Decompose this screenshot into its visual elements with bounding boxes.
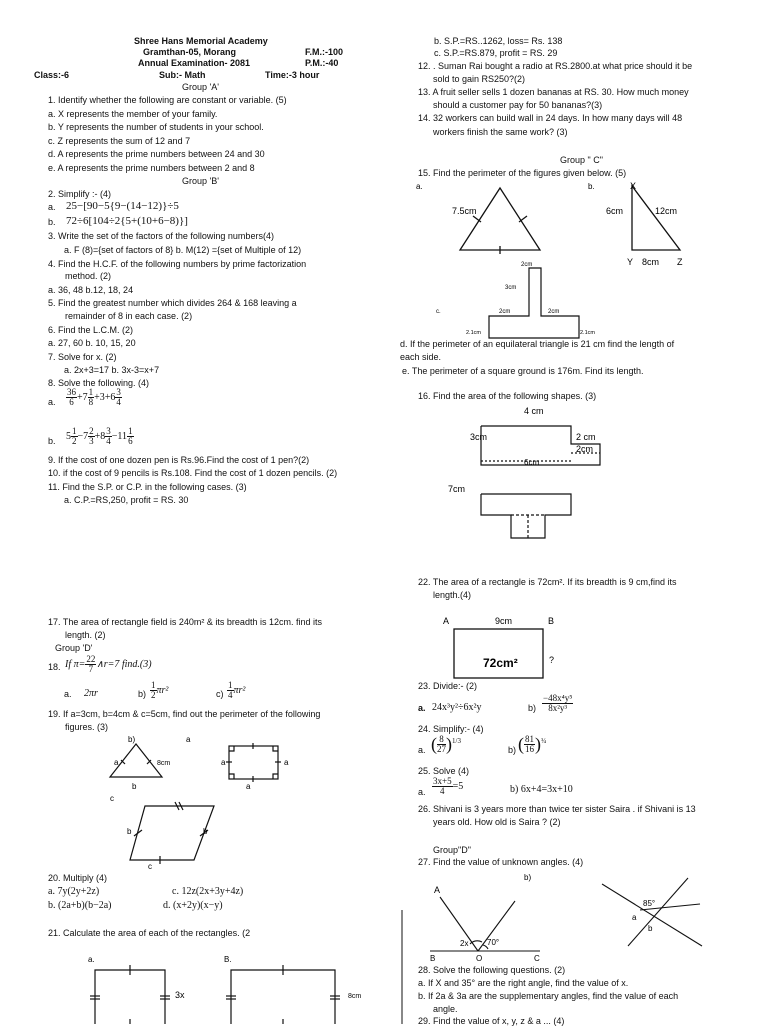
q21-a-label: a. [88,955,95,964]
q19-c-label: c [110,794,114,803]
q28b-cont: angle. [433,1004,458,1014]
q27b-intersecting-lines [602,878,702,946]
q15c-stem: 3cm [505,285,517,291]
q20: 20. Multiply (4) [48,873,108,883]
q11b: b. S.P.=RS..1262, loss= Rs. 138 [434,36,563,46]
q15c-label: c. [436,309,441,315]
q11c: c. S.P.=RS.879, profit = RS. 29 [434,48,558,58]
class-label: Class:-6 [34,70,70,80]
q15b-z: Z [677,257,683,267]
q5: 5. Find the greatest number which divides 264 & 168 leaving a [48,298,297,308]
q19-parallelogram [130,802,214,864]
q15c-right: 2cm [548,309,560,315]
q25a-expr: $\frac{3x+5}{4}$ =5 [433,776,464,796]
q27-70: 70° [487,938,500,947]
q24b-label: b) [508,745,517,755]
q27-C: C [534,954,540,963]
subject-label: Sub:- Math [159,70,206,80]
q22: 22. The area of a rectangle is 72cm². If its breadth is 9 cm,find its [418,577,677,587]
q15d-cont: each side. [400,352,442,362]
q4: 4. Find the H.C.F. of the following numbers by prime factorization [48,259,307,269]
q2: 2. Simplify :- (4) [48,189,112,199]
q19-sq-a-left: a [221,758,226,767]
q15a-label: a. [416,182,423,191]
q19-para-b-right: b [203,827,208,836]
q7-options: a. 2x+3=17 b. 3x-3=x+7 [64,365,160,375]
q27-2x: 2x [460,939,469,948]
q15b-x: X [630,181,637,191]
q8b-expr: 5 $\frac{1}{2}$ −7 $\frac{2}{3}$ +8 $\frac{3}{4}$ −11 $\frac{1}{6}$ [66,426,133,446]
q6-options: a. 27, 60 b. 10, 15, 20 [48,338,136,348]
q15b-triangle [632,186,680,250]
q16-bottom: 6cm [524,458,540,467]
school-name: Shree Hans Memorial Academy [134,36,268,46]
q26-cont: years old. How old is Saira ? (2) [433,817,561,827]
q25a-label: a. [418,787,426,797]
q11: 11. Find the S.P. or C.P. in the following cases. (3) [48,482,247,492]
q12-cont: sold to gain RS250?(2) [433,74,526,84]
q19-cont: figures. (3) [65,722,109,732]
q24: 24. Simplify:- (4) [418,724,484,734]
q27-O: O [476,954,483,963]
q19-para-b-left: b [127,827,132,836]
group-d-heading: Group 'D' [55,643,93,653]
q19-square [226,743,281,782]
q19-sq-a-bottom: a [246,782,251,791]
q19-sq-a-right: a [284,758,289,767]
q17-cont: length. (2) [65,630,106,640]
q15c-end-right: 2.1cm [580,330,595,336]
q4-options: a. 36, 48 b.12, 18, 24 [48,285,134,295]
group-b-heading: Group 'B' [182,176,219,186]
q16-left: 3cm [470,432,488,442]
q8a-label: a. [48,397,56,407]
q22-rect [454,629,543,678]
q23: 23. Divide:- (2) [418,681,478,691]
pass-marks: P.M.:-40 [305,58,339,68]
q15: 15. Find the perimeter of the figures given below. (5) [418,168,627,178]
q1d: d. A represents the prime numbers between 24 and 30 [48,149,265,159]
group-d2-heading: Group"D" [433,845,471,855]
group-c-heading: Group " C" [560,155,603,165]
q2b-expr: 72÷6[104÷2{5+(10+6−8)}] [66,215,188,227]
q19-b-bottom: b [132,782,137,791]
q12: 12. . Suman Rai bought a radio at RS.2800.at what price should it be [418,61,693,71]
q20b: b. (2a+b)(b−2a) [48,900,112,911]
q21-8cm: 8cm [348,993,362,1000]
q15b-y: Y [627,257,634,267]
q16-top: 4 cm [524,406,544,416]
q25: 25. Solve (4) [418,766,470,776]
q27-85: 85° [643,899,656,908]
q23a-label: a. [418,703,426,713]
q28b: b. If 2a & 3a are the supplementary angles, find the value of each [418,991,679,1001]
q27-B: B [430,954,436,963]
q21: 21. Calculate the area of each of the rectangles. (2 [48,928,251,938]
q3: 3. Write the set of the factors of the following numbers(4) [48,231,274,241]
q15b-label: b. [588,182,595,191]
q1: 1. Identify whether the following are constant or variable. (5) [48,95,287,105]
q19-8cm: 8cm [157,760,171,767]
q20c: c. 12z(2x+3y+4z) [172,886,244,897]
q18c-expr: $\frac{1}{4}$ πr² [228,680,246,700]
exam-title: Annual Examination- 2081 [138,58,251,68]
q21-rect-a [90,965,170,1024]
q15a-triangle [460,188,540,254]
q27: 27. Find the value of unknown angles. (4) [418,857,584,867]
q24b-expr: ( $\frac{81}{16}$ )$^{\frac{3}{4}}$ [518,734,547,755]
q1b: b. Y represents the number of students in your school. [48,122,264,132]
q16-r1: 2 cm [576,432,596,442]
q27a-angle-figure [430,897,540,951]
q17: 17. The area of rectangle field is 240m² & its breadth is 12cm. find its [48,617,322,627]
q11a: a. C.P.=RS,250, profit = RS. 30 [64,495,189,505]
q19-a-top: a [186,735,191,744]
q13: 13. A fruit seller sells 1 dozen bananas at RS. 30. How much money [418,87,689,97]
q29: 29. Find the value of x, y, z & a ... (4) [418,1016,565,1026]
q18c-label: c) [216,689,224,699]
q27-A: A [434,885,441,895]
q20a: a. 7y(2y+2z) [48,886,100,897]
q5-cont: remainder of 8 in each case. (2) [65,311,193,321]
q23b-expr: $\frac{\text{−48x⁴y⁵}}{\text{8x²y³}}$ [543,693,573,713]
q2a-label: a. [48,202,56,212]
q15e: e. The perimeter of a square ground is 176m. Find its length. [402,366,644,376]
q7: 7. Solve for x. (2) [48,352,117,362]
q22-top: 9cm [495,616,513,626]
time-label: Time:-3 hour [265,70,320,80]
q14-cont: workers finish the same work? (3) [433,127,568,137]
q27-a: a [632,913,637,922]
q2b-label: b. [48,217,56,227]
q18-label: 18. [48,662,61,672]
q27-bb: b [648,924,653,933]
q10: 10. if the cost of 9 pencils is Rs.108. Find the cost of 1 dozen pencils. (2) [48,468,338,478]
full-marks: F.M.:-100 [305,47,344,57]
q23b-label: b) [528,703,537,713]
q18b-expr: $\frac{1}{2}$ πr² [151,680,169,700]
q6: 6. Find the L.C.M. (2) [48,325,134,335]
q15c-left: 2cm [499,309,511,315]
q19: 19. If a=3cm, b=4cm & c=5cm, find out the perimeter of the following [48,709,321,719]
school-address: Gramthan-05, Morang [143,47,237,57]
q15b-bottom: 8cm [642,257,660,267]
q24a-label: a. [418,745,426,755]
q21-b-label: B. [224,955,232,964]
q15a-side: 7.5cm [452,206,477,216]
q15b-left: 6cm [606,206,624,216]
q19-para-c: c [148,862,152,871]
q21-rect-b [226,965,340,1024]
q1a: a. X represents the member of your family. [48,109,218,119]
q18a-label: a. [64,689,72,699]
q20d: d. (x+2y)(x−y) [163,900,223,911]
q28a: a. If X and 35° are the right angle, find the value of x. [418,978,629,988]
q8: 8. Solve the following. (4) [48,378,150,388]
q13-cont: should a customer pay for 50 bananas?(3) [433,100,603,110]
q8b-label: b. [48,436,56,446]
q24a-expr: ( $\frac{8}{27}$ )$^{1/3}$ [431,734,461,755]
q2a-expr: 25−[90−5{9−(14−12)}÷5 [66,200,179,212]
q15c-t-shape [489,268,579,338]
q18-expr: If π= $\frac{22}{7}$ ∧r=7 find.(3) [65,654,152,674]
q19-b-label: b) [128,735,136,744]
q16-t-left: 7cm [448,484,466,494]
q16-t-shape [481,494,571,538]
q27-b-label: b) [524,873,532,882]
q3ab: a. F (8)={set of factors of 8} b. M(12) ={set of Multiple of 12) [64,245,302,255]
q26: 26. Shivani is 3 years more than twice ter sister Saira . if Shivani is 13 [418,804,696,814]
q14: 14. 32 workers can build wall in 24 days. In how many days will 48 [418,113,683,123]
q16-r2: 2cm [576,444,594,454]
q22-cont: length.(4) [433,590,472,600]
q22-area: 72cm² [483,656,518,670]
q16: 16. Find the area of the following shapes. (3) [418,391,597,401]
q8a-expr: $\frac{36}{6}$ +7 $\frac{1}{8}$ +3+6 $\frac{3}{4}$ [67,387,121,407]
q22-q: ? [549,655,555,665]
q25b: b) 6x+4=3x+10 [510,784,573,795]
q1e: e. A represents the prime numbers between 2 and 8 [48,163,255,173]
q15c-end-left: 2.1cm [466,330,481,336]
q22-a: A [443,616,450,626]
q22-b: B [548,616,555,626]
q9: 9. If the cost of one dozen pen is Rs.96.Find the cost of 1 pen?(2) [48,455,310,465]
q1c: c. Z represents the sum of 12 and 7 [48,136,191,146]
q4-cont: method. (2) [65,271,112,281]
q18b-label: b) [138,689,147,699]
q15c-top: 2cm [521,262,533,268]
q18a-expr: 2πr [84,688,98,699]
q28: 28. Solve the following questions. (2) [418,965,566,975]
q21-3x: 3x [175,990,185,1000]
q15d: d. If the perimeter of an equilateral triangle is 21 cm find the length of [400,339,675,349]
q23a-expr: 24x³y²÷6x²y [432,702,482,713]
q19-a-side: a [114,758,119,767]
group-a-heading: Group 'A' [182,82,219,92]
q15b-right: 12cm [655,206,678,216]
